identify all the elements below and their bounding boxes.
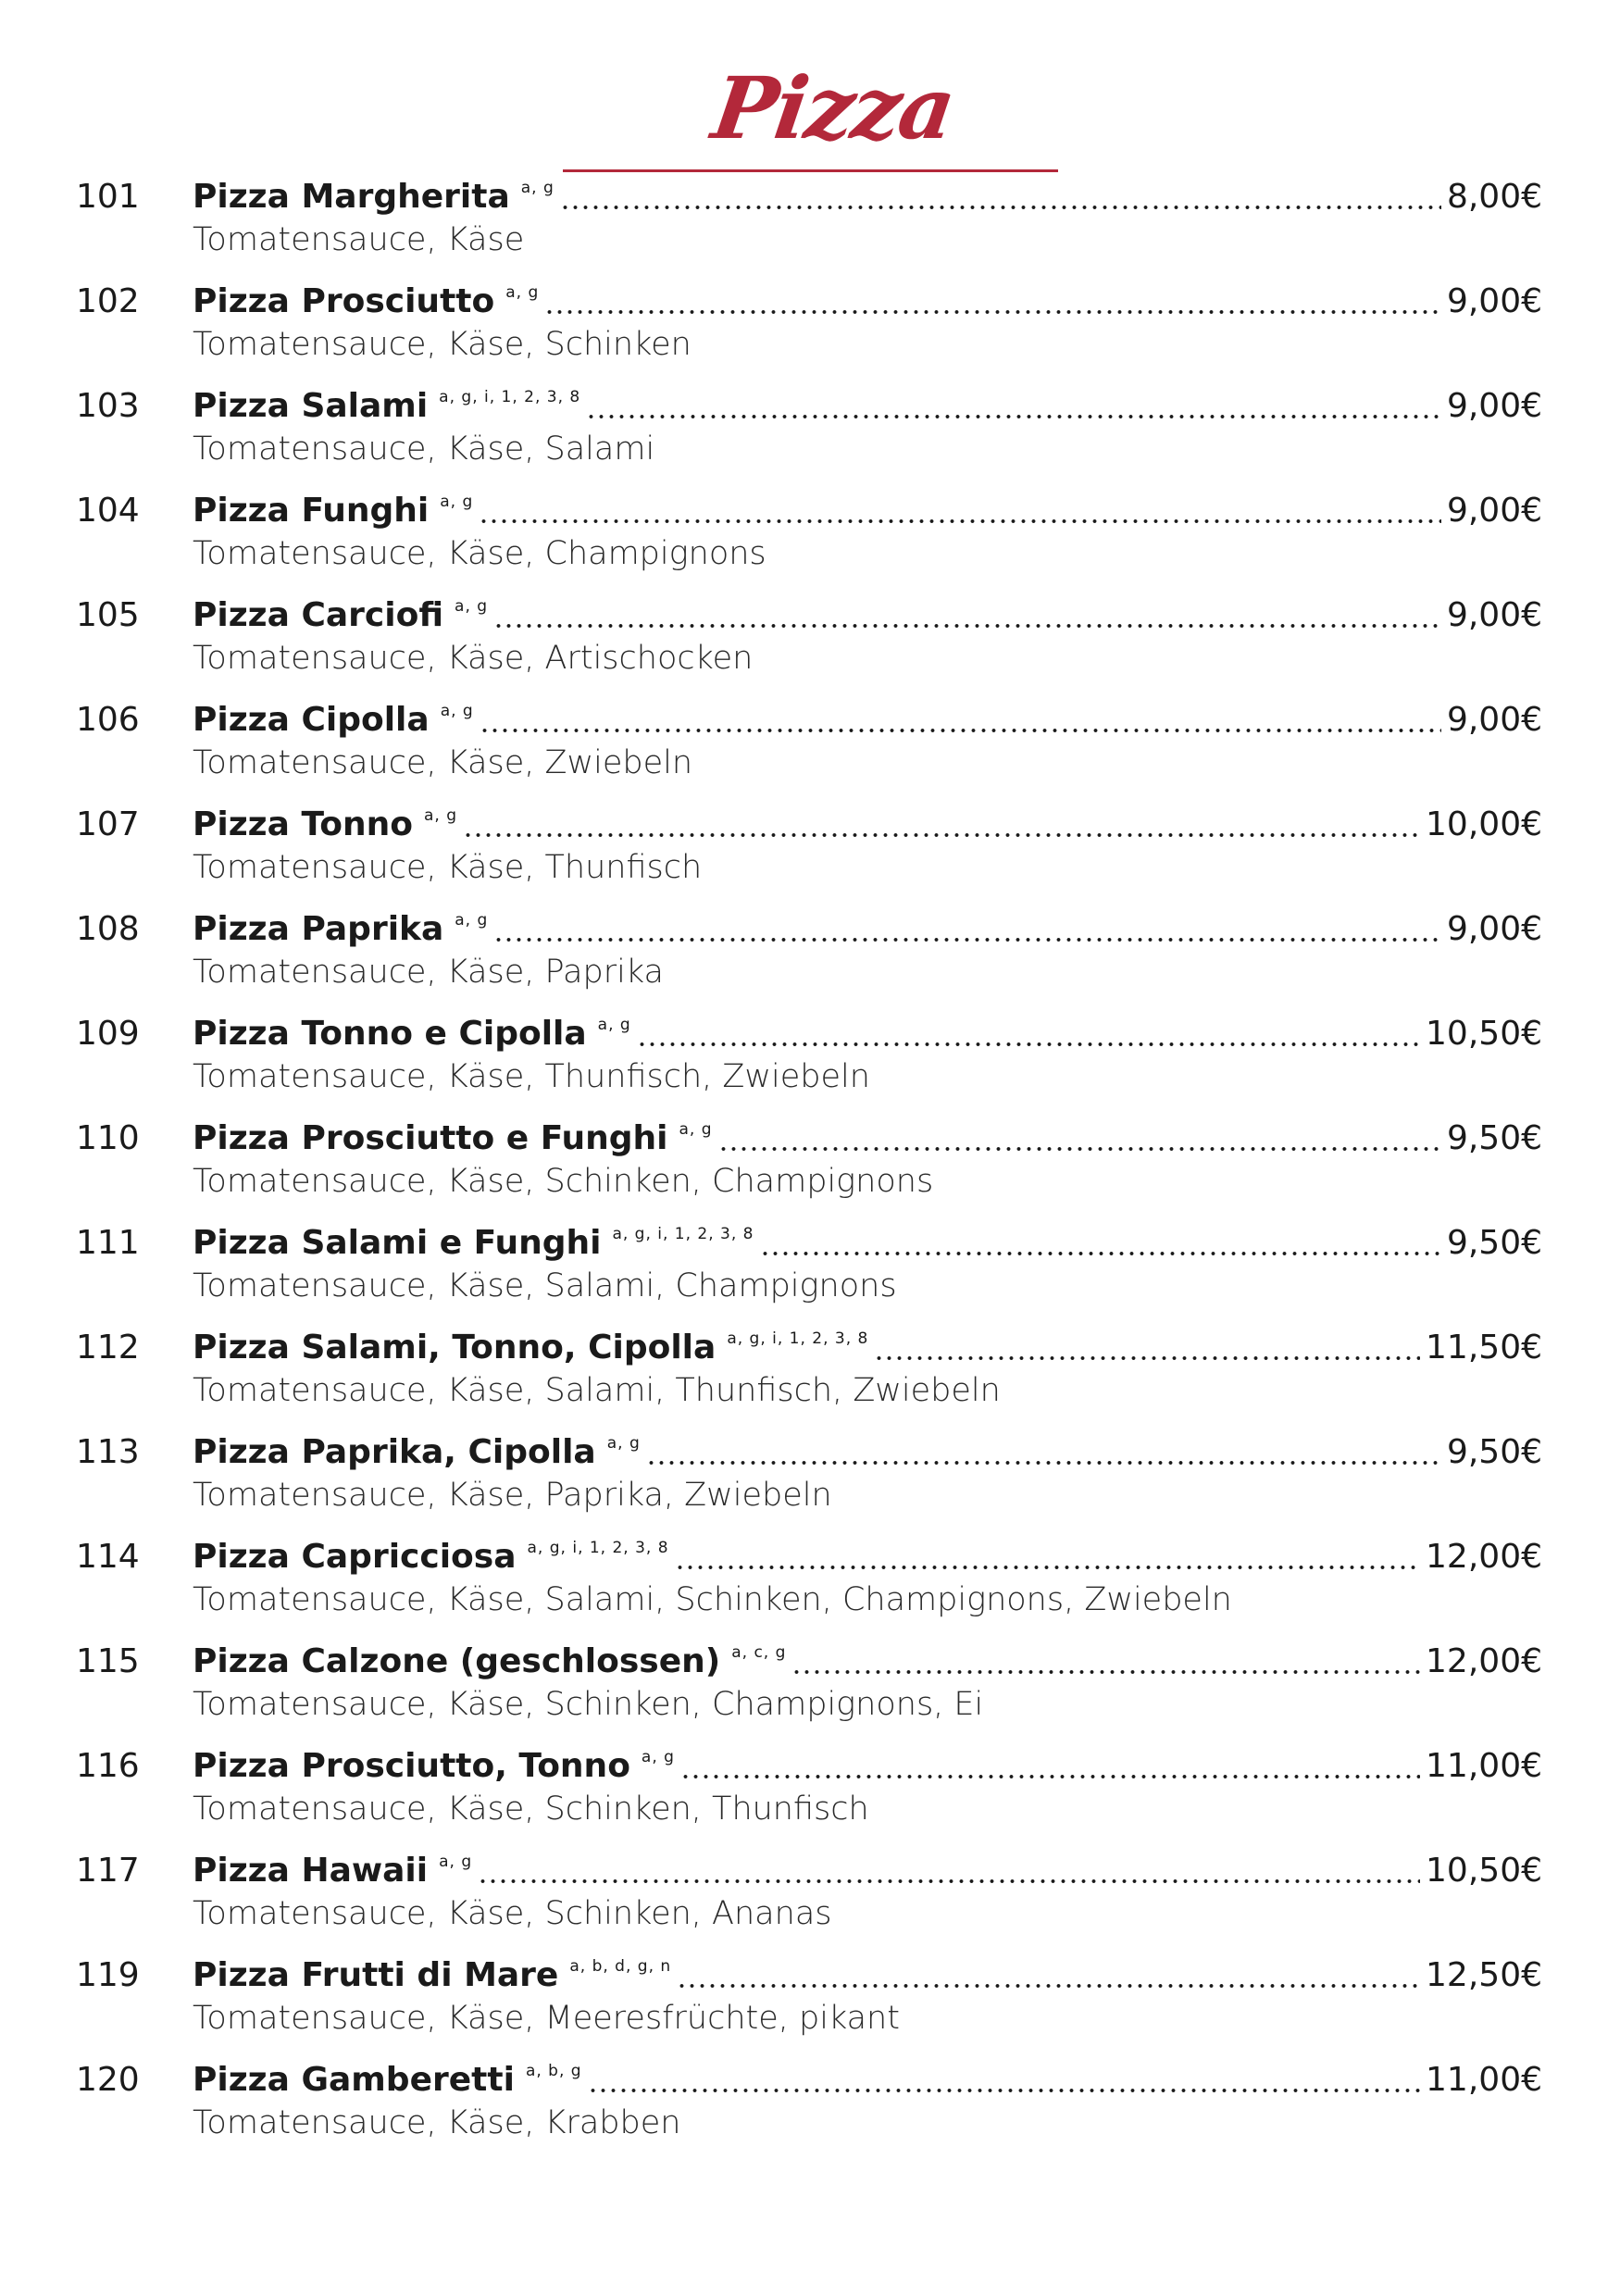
item-allergens: a, g: [440, 493, 474, 511]
item-name: Pizza Tonno e Cipolla: [193, 1015, 587, 1053]
item-number: 101: [76, 178, 140, 216]
item-number: 111: [76, 1224, 140, 1262]
item-price: 9,00€: [1446, 492, 1542, 530]
menu-item: [0, 1635, 1620, 1740]
menu-list: [0, 170, 1620, 2158]
dot-leader: [560, 204, 1441, 211]
item-number: 105: [76, 596, 140, 634]
menu-item: [0, 1949, 1620, 2053]
dot-leader: [478, 1878, 1420, 1885]
item-description: Tomatensauce, Käse, Salami, Champignons: [193, 1267, 897, 1304]
item-price: 11,00€: [1426, 1747, 1542, 1785]
item-description: Tomatensauce, Käse, Artischocken: [193, 640, 754, 677]
item-description: Tomatensauce, Käse: [193, 221, 525, 258]
item-name: Pizza Funghi: [193, 492, 430, 530]
item-allergens: a, g: [679, 1120, 713, 1139]
item-title-line: [193, 490, 1542, 532]
section-title: Pizza: [706, 58, 960, 158]
item-description: Tomatensauce, Käse, Schinken, Champignons: [193, 1163, 934, 1200]
menu-item: [0, 1844, 1620, 1949]
menu-item: [0, 1740, 1620, 1844]
item-number: 103: [76, 387, 140, 425]
item-allergens: a, g, i, 1, 2, 3, 8: [439, 388, 581, 406]
item-name: Pizza Paprika: [193, 910, 444, 948]
item-description: Tomatensauce, Käse, Schinken, Thunfisch: [193, 1791, 869, 1828]
menu-header: [0, 37, 1620, 167]
dot-leader: [479, 518, 1441, 525]
item-description: Tomatensauce, Käse, Krabben: [193, 2104, 681, 2141]
item-title-line: [193, 176, 1542, 218]
item-number: 117: [76, 1852, 140, 1890]
item-price: 10,50€: [1426, 1015, 1542, 1053]
item-allergens: a, g: [606, 1434, 641, 1453]
item-price: 9,00€: [1446, 910, 1542, 948]
menu-item: [0, 484, 1620, 589]
item-allergens: a, g, i, 1, 2, 3, 8: [612, 1225, 754, 1243]
item-number: 114: [76, 1538, 140, 1576]
item-title-line: [193, 2059, 1542, 2102]
item-allergens: a, b, g: [525, 2062, 582, 2080]
menu-item: [0, 1321, 1620, 1426]
menu-item: [0, 1217, 1620, 1321]
item-name: Pizza Tonno: [193, 805, 413, 843]
item-name: Pizza Salami e Funghi: [193, 1224, 602, 1262]
item-allergens: a, g, i, 1, 2, 3, 8: [527, 1539, 669, 1557]
dot-leader: [493, 936, 1441, 943]
item-number: 116: [76, 1747, 140, 1785]
dot-leader: [646, 1459, 1441, 1466]
item-allergens: a, g: [520, 179, 555, 197]
dot-leader: [675, 1564, 1420, 1571]
item-title-line: [193, 804, 1542, 846]
menu-item: [0, 589, 1620, 693]
menu-item: [0, 1112, 1620, 1217]
item-description: Tomatensauce, Käse, Zwiebeln: [193, 744, 693, 781]
item-price: 8,00€: [1446, 178, 1542, 216]
item-number: 115: [76, 1642, 140, 1680]
dot-leader: [637, 1041, 1420, 1048]
dot-leader: [463, 831, 1420, 839]
item-allergens: a, g: [641, 1748, 675, 1766]
item-number: 104: [76, 492, 140, 530]
item-allergens: a, g: [440, 702, 474, 720]
item-title-line: [193, 1536, 1542, 1578]
dot-leader: [760, 1250, 1441, 1257]
item-price: 9,50€: [1446, 1119, 1542, 1157]
item-allergens: a, b, d, g, n: [569, 1957, 672, 1976]
item-allergens: a, g: [505, 283, 540, 302]
item-price: 10,00€: [1426, 805, 1542, 843]
item-description: Tomatensauce, Käse, Schinken, Ananas: [193, 1895, 832, 1932]
item-title-line: [193, 908, 1542, 951]
item-description: Tomatensauce, Käse, Paprika: [193, 954, 664, 991]
item-title-line: [193, 1327, 1542, 1369]
item-description: Tomatensauce, Käse, Salami: [193, 430, 655, 468]
item-title-line: [193, 1745, 1542, 1788]
item-title-line: [193, 1222, 1542, 1265]
item-name: Pizza Frutti di Mare: [193, 1956, 559, 1994]
item-price: 12,00€: [1426, 1642, 1542, 1680]
item-title-line: [193, 281, 1542, 323]
item-name: Pizza Carciofi: [193, 596, 444, 634]
item-name: Pizza Paprika, Cipolla: [193, 1433, 596, 1471]
item-title-line: [193, 1013, 1542, 1055]
item-name: Pizza Hawaii: [193, 1852, 429, 1890]
menu-item: [0, 1530, 1620, 1635]
item-number: 120: [76, 2061, 140, 2099]
item-number: 107: [76, 805, 140, 843]
item-title-line: [193, 699, 1542, 742]
dot-leader: [874, 1354, 1420, 1362]
item-name: Pizza Prosciutto: [193, 282, 495, 320]
item-price: 11,50€: [1426, 1329, 1542, 1366]
item-title-line: [193, 385, 1542, 428]
item-allergens: a, g: [423, 806, 457, 825]
item-name: Pizza Salami, Tonno, Cipolla: [193, 1329, 717, 1366]
item-allergens: a, g: [455, 911, 489, 930]
menu-item: [0, 380, 1620, 484]
menu-item: [0, 2053, 1620, 2158]
item-title-line: [193, 1641, 1542, 1683]
item-description: Tomatensauce, Käse, Paprika, Zwiebeln: [193, 1477, 832, 1514]
dot-leader: [480, 727, 1441, 734]
menu-item: [0, 1426, 1620, 1530]
menu-item: [0, 1007, 1620, 1112]
item-allergens: a, g: [455, 597, 489, 616]
dot-leader: [586, 413, 1441, 420]
dot-leader: [677, 1982, 1420, 1990]
item-title-line: [193, 1431, 1542, 1474]
item-price: 9,00€: [1446, 282, 1542, 320]
item-name: Pizza Prosciutto, Tonno: [193, 1747, 630, 1785]
item-price: 12,50€: [1426, 1956, 1542, 1994]
item-name: Pizza Cipolla: [193, 701, 430, 739]
item-number: 108: [76, 910, 140, 948]
item-allergens: a, g, i, 1, 2, 3, 8: [727, 1329, 869, 1348]
item-price: 9,00€: [1446, 596, 1542, 634]
item-number: 112: [76, 1329, 140, 1366]
item-price: 9,00€: [1446, 387, 1542, 425]
menu-item: [0, 903, 1620, 1007]
item-allergens: a, g: [439, 1853, 473, 1871]
item-title-line: [193, 1954, 1542, 1997]
dot-leader: [493, 622, 1441, 630]
item-name: Pizza Salami: [193, 387, 429, 425]
item-price: 11,00€: [1426, 2061, 1542, 2099]
item-number: 113: [76, 1433, 140, 1471]
item-name: Pizza Gamberetti: [193, 2061, 515, 2099]
item-title-line: [193, 1117, 1542, 1160]
dot-leader: [544, 308, 1441, 316]
item-description: Tomatensauce, Käse, Schinken, Champignons, Ei: [193, 1686, 984, 1723]
item-allergens: a, c, g: [731, 1643, 787, 1662]
item-description: Tomatensauce, Käse, Champignons: [193, 535, 766, 572]
menu-item: [0, 275, 1620, 380]
item-title-line: [193, 1850, 1542, 1892]
item-price: 10,50€: [1426, 1852, 1542, 1890]
item-number: 110: [76, 1119, 140, 1157]
item-allergens: a, g: [597, 1016, 631, 1034]
item-description: Tomatensauce, Käse, Thunfisch: [193, 849, 703, 886]
item-number: 106: [76, 701, 140, 739]
item-title-line: [193, 594, 1542, 637]
dot-leader: [680, 1773, 1420, 1780]
item-number: 109: [76, 1015, 140, 1053]
menu-item: [0, 798, 1620, 903]
item-description: Tomatensauce, Käse, Schinken: [193, 326, 692, 363]
item-price: 9,50€: [1446, 1433, 1542, 1471]
item-description: Tomatensauce, Käse, Thunfisch, Zwiebeln: [193, 1058, 870, 1095]
item-number: 119: [76, 1956, 140, 1994]
item-price: 9,50€: [1446, 1224, 1542, 1262]
item-name: Pizza Capricciosa: [193, 1538, 517, 1576]
item-number: 102: [76, 282, 140, 320]
dot-leader: [791, 1668, 1420, 1676]
item-name: Pizza Prosciutto e Funghi: [193, 1119, 668, 1157]
item-price: 9,00€: [1446, 701, 1542, 739]
item-description: Tomatensauce, Käse, Meeresfrüchte, pikant: [193, 2000, 900, 2037]
item-name: Pizza Calzone (geschlossen): [193, 1642, 721, 1680]
menu-item: [0, 170, 1620, 275]
item-description: Tomatensauce, Käse, Salami, Schinken, Champignons, Zwiebeln: [193, 1581, 1232, 1618]
dot-leader: [588, 2087, 1420, 2094]
item-price: 12,00€: [1426, 1538, 1542, 1576]
item-description: Tomatensauce, Käse, Salami, Thunfisch, Zwiebeln: [193, 1372, 1001, 1409]
item-name: Pizza Margherita: [193, 178, 510, 216]
dot-leader: [718, 1145, 1441, 1153]
menu-item: [0, 693, 1620, 798]
